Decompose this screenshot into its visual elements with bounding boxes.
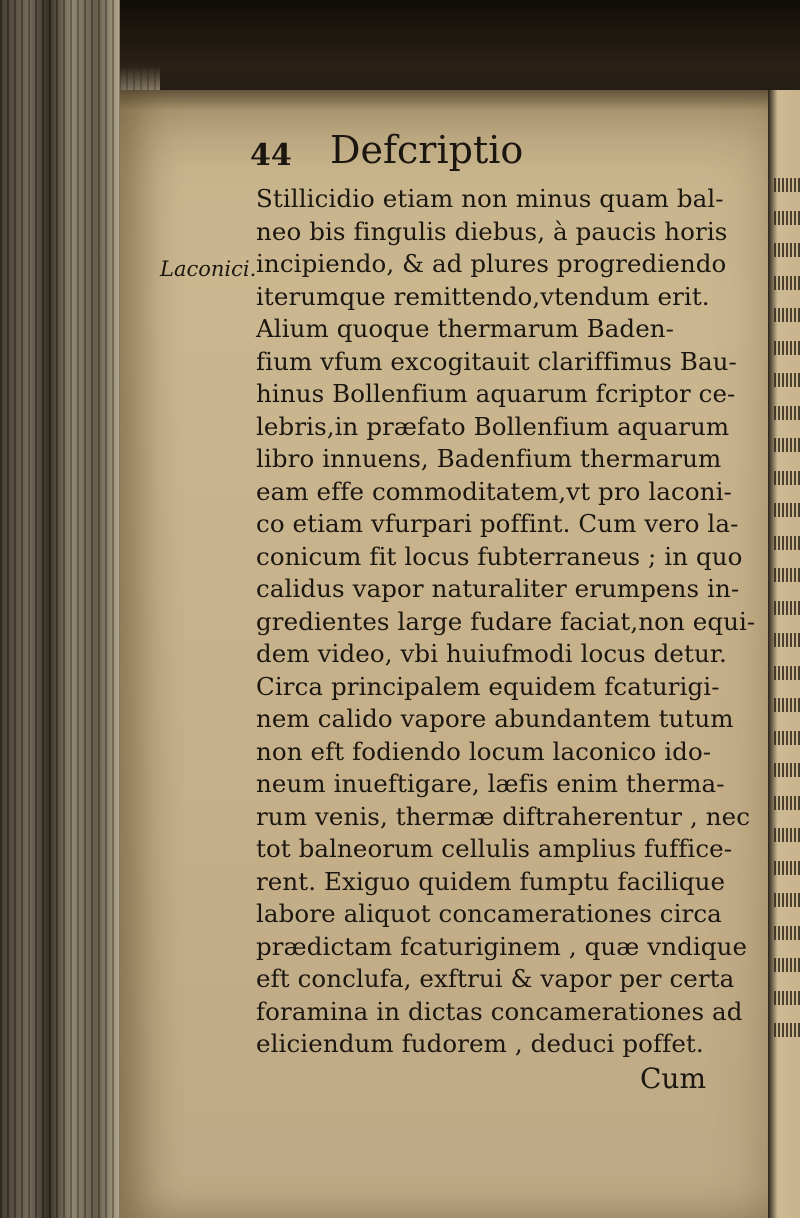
adjacent-page-line [774,276,800,290]
text-line: libro innuens, Badenfium thermarum [256,444,722,473]
adjacent-page-line [774,861,800,875]
adjacent-page-line [774,958,800,972]
adjacent-page-line [774,893,800,907]
adjacent-page-line [774,698,800,712]
adjacent-page-line [774,438,800,452]
text-line: gredientes large fudare faciat,non equi- [256,606,756,636]
adjacent-page-line [774,471,800,485]
text-line: nem calido vapore abundantem tutum [256,704,734,733]
text-line: rum venis, thermæ diftraherentur , nec [256,801,751,831]
text-line: conicum fit locus fubterraneus ; in quo [256,541,743,571]
page-top-shadow [120,0,800,110]
adjacent-page-line [774,178,800,192]
adjacent-page-edge [768,90,800,1218]
text-line: calidus vapor naturaliter erumpens in- [256,574,740,603]
margin-note: Laconici. [160,257,257,281]
text-line: lebris,in præfato Bollenfium aquarum [256,411,730,441]
text-line: neo bis fingulis diebus, à paucis horis [256,216,728,246]
text-line: dem video, vbi huiufmodi locus detur. [256,639,727,668]
catchword: Cum [640,1061,707,1095]
text-line: fium vfum excogitauit clariffimus Bau- [256,346,737,376]
text-line: hinus Bollenfium aquarum fcriptor ce- [256,379,736,408]
adjacent-page-line [774,731,800,745]
text-line: rent. Exiguo quidem fumptu facilique [256,866,726,896]
text-line: foramina in dictas concamerationes ad [256,996,743,1026]
text-line: labore aliquot concamerationes circa [256,899,722,928]
text-line: eliciendum fudorem , deduci poffet. [256,1029,704,1058]
adjacent-page-line [774,828,800,842]
adjacent-page-line [774,406,800,420]
adjacent-page-line [774,211,800,225]
adjacent-page-line [774,503,800,517]
adjacent-page-line [774,601,800,615]
text-line: iterumque remittendo,vtendum erit. [256,281,710,311]
adjacent-page-line [774,926,800,940]
page-number: 44 [250,138,292,173]
text-line: prædictam fcaturiginem , quæ vndique [256,931,748,961]
text-line: Alium quoque thermarum Baden- [256,314,675,343]
text-line: Circa principalem equidem fcaturigi- [256,671,720,701]
text-line: incipiendo, & ad plures progrediendo [256,249,727,278]
text-line: eft conclufa, exftrui & vapor per certa [256,964,735,993]
adjacent-page-line [774,1023,800,1037]
adjacent-page-line [774,991,800,1005]
adjacent-page-line [774,633,800,647]
adjacent-page-line [774,666,800,680]
text-line: neum inueftigare, læfis enim therma- [256,769,725,798]
text-line: eam effe commoditatem,vt pro laconi- [256,476,732,506]
adjacent-page-line [774,796,800,810]
adjacent-page-line [774,763,800,777]
text-line: tot balneorum cellulis amplius fuffice- [256,834,733,863]
adjacent-page-line [774,243,800,257]
page-running-title: Defcriptio [330,128,524,172]
adjacent-page-line [774,308,800,322]
text-line: non eft fodiendo locum laconico ido- [256,736,712,766]
text-line: Stillicidio etiam non minus quam bal- [256,184,724,213]
text-line: co etiam vfurpari poffint. Cum vero la- [256,509,739,538]
adjacent-page-line [774,341,800,355]
adjacent-page-line [774,373,800,387]
adjacent-page-line [774,536,800,550]
adjacent-page-line [774,568,800,582]
